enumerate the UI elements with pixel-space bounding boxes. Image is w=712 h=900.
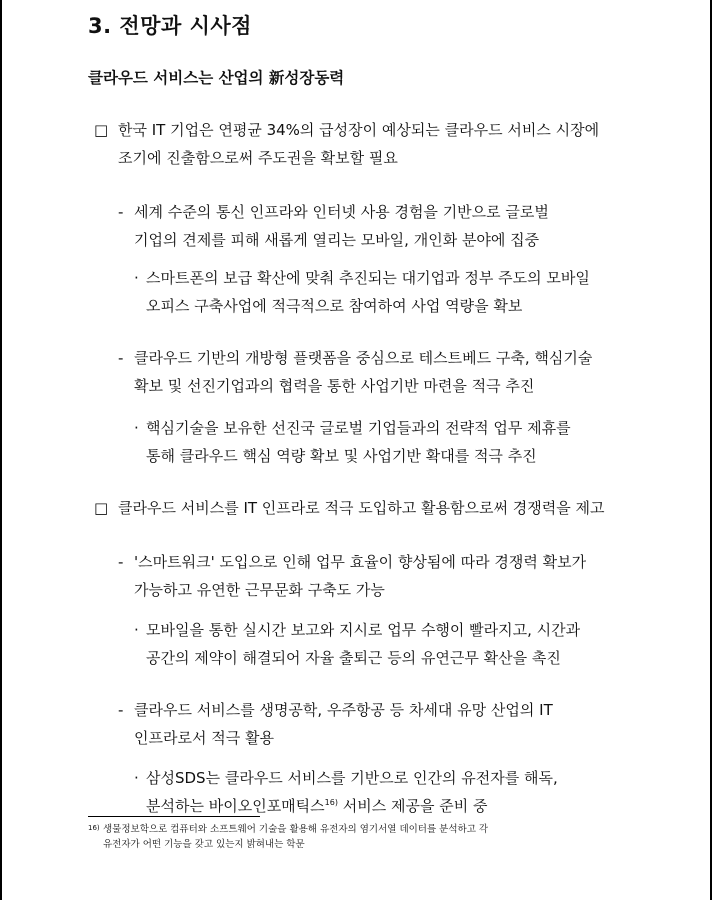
item-2-text xyxy=(118,494,604,522)
dot-marker: · xyxy=(134,269,139,287)
item-1-sub-2 xyxy=(134,344,592,400)
item-2-sub-2-detail-line-1: 삼성SDS는 클라우드 서비스를 기반으로 인간의 유전자를 해독, xyxy=(146,769,558,787)
item-1-sub-1-detail-line-1: 스마트폰의 보급 확산에 맞춰 추진되는 대기업과 정부 주도의 모바일 xyxy=(146,269,590,287)
item-1-sub-1-line-2: 기업의 견제를 피해 새롭게 열리는 모바일, 개인화 분야에 집중 xyxy=(134,231,540,249)
dash-marker: - xyxy=(118,553,124,571)
checkbox-marker: □ xyxy=(94,499,109,517)
item-2-sub-2-line-1: 클라우드 서비스를 생명공학, 우주항공 등 차세대 유망 산업의 IT xyxy=(134,701,553,719)
item-1-sub-2-line-2: 확보 및 선진기업과의 협력을 통한 사업기반 마련을 적극 추진 xyxy=(134,377,535,395)
section-title: 3. 전망과 시사점 xyxy=(88,14,252,38)
dash-marker: - xyxy=(118,701,124,719)
item-1-sub-2-detail xyxy=(146,414,571,470)
item-1-text xyxy=(118,116,599,172)
item-2-line-1: 클라우드 서비스를 IT 인프라로 적극 도입하고 활용함으로써 경쟁력을 제고 xyxy=(118,499,605,517)
dot-marker: · xyxy=(134,621,139,639)
item-2-sub-1-detail-line-1: 모바일을 통한 실시간 보고와 지시로 업무 수행이 빨라지고, 시간과 xyxy=(146,621,581,639)
dash-marker: - xyxy=(118,349,124,367)
dot-marker: · xyxy=(134,419,139,437)
item-1-sub-1-line-1: 세계 수준의 통신 인프라와 인터넷 사용 경험을 기반으로 글로벌 xyxy=(134,203,549,221)
footnote-marker: 16) xyxy=(88,824,100,832)
item-2-sub-1-line-2: 가능하고 유연한 근무문화 구축도 가능 xyxy=(134,581,385,599)
detail-post-text: 서비스 제공을 준비 중 xyxy=(337,797,488,815)
item-2-sub-2-line-2: 인프라로서 적극 활용 xyxy=(134,729,274,747)
footnote-text xyxy=(103,822,488,852)
item-2-sub-1-detail-line-2: 공간의 제약이 해결되어 자율 출퇴근 등의 유연근무 확산을 촉진 xyxy=(146,649,561,667)
item-1-sub-1-detail-line-2: 오피스 구축사업에 적극적으로 참여하여 사업 역량을 확보 xyxy=(146,297,523,315)
subheading: 클라우드 서비스는 산업의 新성장동력 xyxy=(88,69,345,87)
item-1-sub-2-detail-line-2: 통해 클라우드 핵심 역량 확보 및 사업기반 확대를 적극 추진 xyxy=(146,447,537,465)
item-2-sub-1 xyxy=(134,548,586,604)
item-2-sub-2 xyxy=(134,696,553,752)
item-1-sub-1-detail xyxy=(146,264,590,320)
checkbox-marker: □ xyxy=(94,121,109,139)
footnote-line-2: 유전자가 어떤 기능을 갖고 있는지 밝혀내는 학문 xyxy=(103,839,305,850)
dash-marker: - xyxy=(118,203,124,221)
item-1-line-1: 한국 IT 기업은 연평균 34%의 급성장이 예상되는 클라우드 서비스 시장에 xyxy=(118,121,600,139)
item-1-line-2: 조기에 진출함으로써 주도권을 확보할 필요 xyxy=(118,149,398,167)
detail-pre-text: 분석하는 바이오인포매틱스 xyxy=(146,797,325,815)
dot-marker: · xyxy=(134,769,139,787)
item-2-sub-1-detail xyxy=(146,616,580,672)
item-1-sub-2-line-1: 클라우드 기반의 개방형 플랫폼을 중심으로 테스트베드 구축, 핵심기술 xyxy=(134,349,593,367)
footnote-reference: 16) xyxy=(324,798,338,807)
item-2-sub-2-detail xyxy=(146,764,558,820)
item-1-sub-1 xyxy=(134,198,549,254)
item-2-sub-1-line-1: '스마트워크' 도입으로 인해 업무 효율이 향상됨에 따라 경쟁력 확보가 xyxy=(134,553,587,571)
footnote-line-1: 생물정보학으로 컴퓨터와 소프트웨어 기술을 활용해 유전자의 염기서열 데이터를 분석하고 각 xyxy=(103,824,489,835)
footnote-divider xyxy=(88,816,260,817)
item-1-sub-2-detail-line-1: 핵심기술을 보유한 선진국 글로벌 기업들과의 전략적 업무 제휴를 xyxy=(146,419,571,437)
